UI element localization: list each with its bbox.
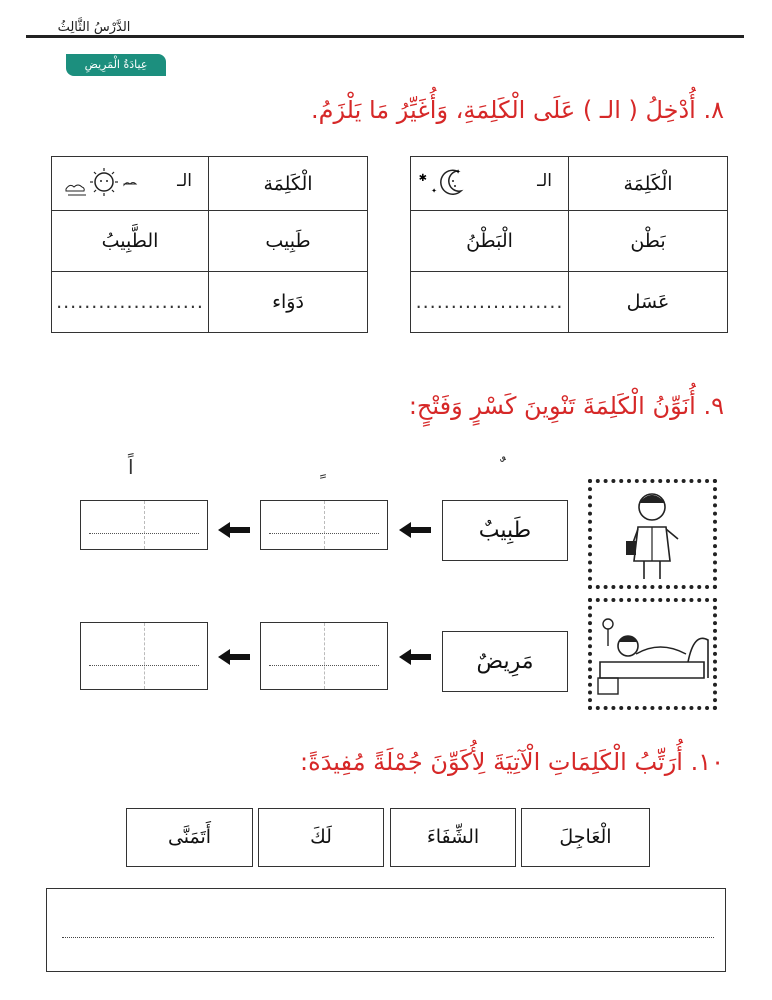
lesson-badge: عِيادَةُ الْمَرِيضِ — [66, 54, 166, 76]
word-box: طَبِيبٌ — [442, 500, 568, 561]
svg-text:✱: ✱ — [418, 173, 427, 184]
arrow-left-icon — [218, 649, 250, 665]
word-cell: بَطْن — [569, 211, 728, 272]
box-divider — [144, 501, 145, 549]
answer-dots — [269, 665, 379, 666]
al-label: الـ — [537, 171, 552, 191]
doctor-icon — [592, 483, 713, 585]
answer-dots — [269, 533, 379, 534]
box-divider — [324, 501, 325, 549]
word-card[interactable]: لَكَ — [258, 808, 384, 867]
svg-text:✦: ✦ — [455, 168, 461, 176]
kasr-answer-box[interactable] — [260, 500, 388, 550]
q8-left-table — [51, 156, 368, 333]
word-cell: دَوَاء — [209, 272, 368, 333]
moon-stars-icon — [418, 165, 473, 199]
q10-title: ١٠. أُرَتِّبُ الْكَلِمَاتِ الْآتِيَةَ لِأُكَوِّنَ جُمْلَةً مُفِيدَةً: — [300, 748, 724, 776]
word-cell: عَسَل — [569, 272, 728, 333]
patient-in-bed-icon — [592, 602, 713, 706]
header-al-cell — [411, 157, 569, 211]
answer-cell: الطَّبِيبُ — [52, 211, 209, 272]
header-rule — [26, 35, 744, 38]
word-card[interactable]: الشِّفَاءَ — [390, 808, 516, 867]
tanween-fath-mark: اً — [128, 455, 134, 479]
sentence-answer-box[interactable] — [46, 888, 726, 972]
answer-dots — [89, 533, 199, 534]
lesson-title: الدَّرْسُ الثَّالِثُ — [28, 20, 160, 35]
q9-title: ٩. أُنَوِّنُ الْكَلِمَةَ تَنْوِينَ كَسْرٍ وَفَتْحٍ: — [408, 392, 724, 420]
arrow-left-icon — [399, 522, 431, 538]
word-card[interactable]: أَتَمَنَّى — [126, 808, 253, 867]
arrow-left-icon — [218, 522, 250, 538]
header-word-cell: الْكَلِمَة — [209, 157, 368, 211]
answer-dots — [89, 665, 199, 666]
header-word-cell: الْكَلِمَة — [569, 157, 728, 211]
al-label: الـ — [177, 171, 192, 191]
answer-blank[interactable]: ..................... — [411, 272, 569, 333]
patient-picture — [588, 598, 717, 710]
word-box: مَرِيضٌ — [442, 631, 568, 692]
header-al-cell — [52, 157, 209, 211]
fath-answer-box[interactable] — [80, 622, 208, 690]
kasr-answer-box[interactable] — [260, 622, 388, 690]
svg-text:✦: ✦ — [431, 187, 437, 195]
arrow-left-icon — [399, 649, 431, 665]
sentence-answer-line — [62, 937, 714, 938]
box-divider — [144, 623, 145, 689]
answer-cell: الْبَطْنُ — [411, 211, 569, 272]
box-divider — [324, 623, 325, 689]
answer-blank[interactable]: ..................... — [52, 272, 209, 333]
word-cell: طَبِيب — [209, 211, 368, 272]
word-card[interactable]: الْعَاجِلَ — [521, 808, 650, 867]
doctor-picture — [588, 479, 717, 589]
fath-answer-box[interactable] — [80, 500, 208, 550]
q8-title: ٨. أُدْخِلُ ( الـ ) عَلَى الْكَلِمَةِ، وَأُغَيِّرُ مَا يَلْزَمُ. — [310, 96, 724, 124]
q8-right-table — [410, 156, 728, 333]
sun-clouds-icon — [64, 165, 144, 199]
